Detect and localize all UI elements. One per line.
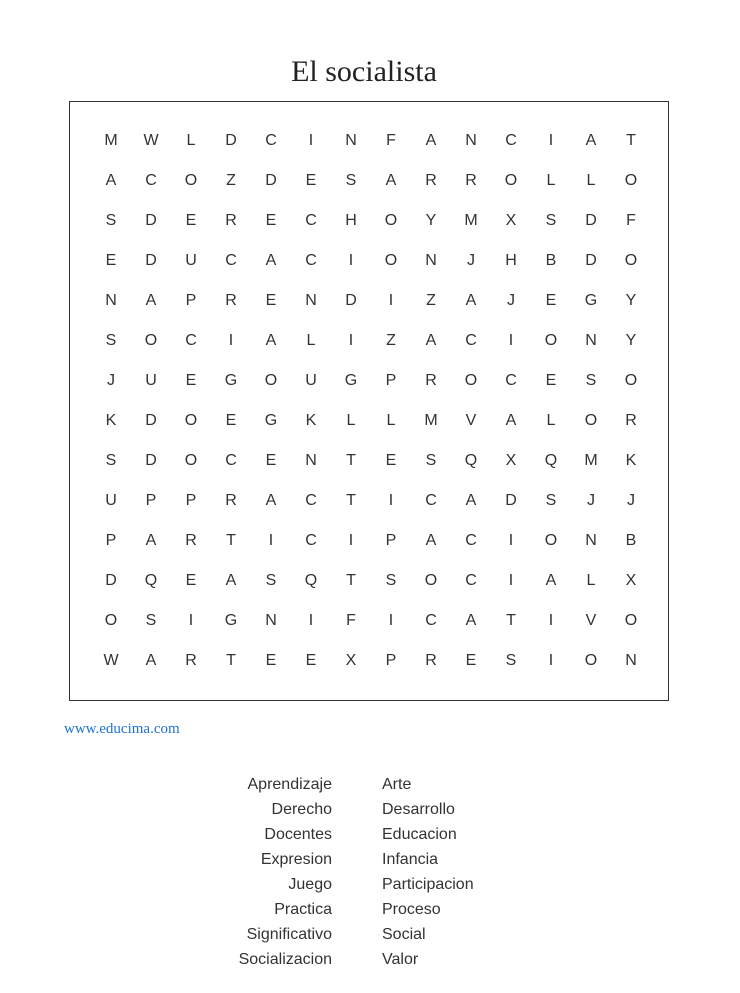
grid-letter: A [465, 612, 477, 629]
grid-letter: A [145, 292, 157, 309]
grid-letter: D [145, 412, 157, 429]
grid-letter: A [585, 132, 597, 149]
grid-letter: A [145, 532, 157, 549]
grid-letter: C [465, 572, 477, 589]
grid-letter: I [388, 492, 394, 509]
grid-letter: O [184, 412, 198, 429]
grid-letter: O [624, 252, 638, 269]
grid-letter: K [625, 452, 637, 469]
grid-letter: I [548, 652, 554, 669]
word-list-item: Valor [382, 951, 419, 968]
grid-letter: A [265, 252, 277, 269]
word-list-item: Arte [382, 776, 412, 793]
grid-letter: V [585, 612, 597, 629]
grid-letter: C [505, 372, 517, 389]
grid-letter: H [505, 252, 517, 269]
grid-letter: N [465, 132, 477, 149]
grid-letter: O [104, 612, 118, 629]
grid-letter: S [425, 452, 437, 469]
grid-letter: E [305, 172, 317, 189]
grid-letter: T [626, 132, 636, 149]
grid-letter: S [385, 572, 397, 589]
grid-letter: E [225, 412, 237, 429]
letter-grid [91, 121, 651, 681]
grid-letter: L [546, 172, 556, 189]
grid-letter: X [345, 652, 357, 669]
grid-letter: G [224, 372, 238, 389]
grid-letter: T [346, 492, 356, 509]
word-list [200, 772, 540, 972]
grid-letter: O [184, 172, 198, 189]
grid-letter: T [346, 572, 356, 589]
grid-letter: T [506, 612, 516, 629]
grid-letter: N [345, 132, 357, 149]
grid-letter: O [504, 172, 518, 189]
grid-letter: P [385, 372, 397, 389]
grid-letter: P [185, 292, 197, 309]
word-list-item: Socializacion [238, 951, 332, 968]
grid-letter: C [265, 132, 277, 149]
grid-letter: R [425, 172, 437, 189]
grid-letter: S [505, 652, 517, 669]
grid-letter: G [584, 292, 598, 309]
grid-letter: I [348, 332, 354, 349]
grid-letter: Q [464, 452, 478, 469]
grid-letter: W [143, 132, 159, 149]
grid-letter: R [185, 532, 197, 549]
word-list-item: Participacion [382, 876, 474, 893]
grid-letter: O [384, 252, 398, 269]
grid-letter: F [626, 212, 636, 229]
grid-letter: C [225, 252, 237, 269]
grid-letter: I [388, 612, 394, 629]
grid-letter: L [586, 172, 596, 189]
word-list-right-column [382, 772, 474, 972]
grid-letter: S [545, 212, 557, 229]
grid-letter: L [306, 332, 316, 349]
grid-letter: O [184, 452, 198, 469]
grid-letter: R [225, 292, 237, 309]
grid-letter: R [225, 492, 237, 509]
grid-letter: J [507, 292, 515, 309]
grid-letter: I [348, 252, 354, 269]
grid-letter: Y [425, 212, 437, 229]
grid-letter: D [585, 252, 597, 269]
grid-letter: A [465, 492, 477, 509]
grid-letter: A [385, 172, 397, 189]
grid-letter: I [308, 132, 314, 149]
grid-letter: F [346, 612, 356, 629]
grid-letter: J [627, 492, 635, 509]
grid-letter: N [585, 532, 597, 549]
grid-letter: I [228, 332, 234, 349]
grid-letter: C [425, 492, 437, 509]
grid-letter: A [465, 292, 477, 309]
grid-letter: T [226, 532, 236, 549]
grid-letter: O [144, 332, 158, 349]
grid-letter: S [145, 612, 157, 629]
word-list-item: Practica [274, 901, 332, 918]
grid-letter: C [305, 212, 317, 229]
grid-letter: O [624, 612, 638, 629]
grid-letter: N [305, 292, 317, 309]
grid-letter: A [145, 652, 157, 669]
grid-letter: R [425, 372, 437, 389]
grid-letter: W [103, 652, 119, 669]
grid-letter: A [425, 332, 437, 349]
grid-letter: C [425, 612, 437, 629]
grid-letter: P [145, 492, 157, 509]
word-list-item: Juego [288, 876, 332, 893]
grid-letter: X [505, 452, 517, 469]
grid-letter: S [105, 452, 117, 469]
grid-letter: N [105, 292, 117, 309]
grid-letter: A [425, 132, 437, 149]
grid-letter: I [548, 132, 554, 149]
grid-letter: L [586, 572, 596, 589]
grid-letter: C [465, 332, 477, 349]
word-list-item: Infancia [382, 851, 439, 868]
grid-letter: Z [426, 292, 436, 309]
grid-letter: K [105, 412, 117, 429]
grid-letter: H [345, 212, 357, 229]
word-list-item: Expresion [260, 851, 332, 868]
grid-letter: O [264, 372, 278, 389]
grid-letter: K [305, 412, 317, 429]
grid-letter: D [345, 292, 357, 309]
grid-letter: C [465, 532, 477, 549]
grid-letter: J [107, 372, 115, 389]
grid-letter: A [425, 532, 437, 549]
word-list-item: Social [382, 926, 426, 943]
grid-letter: D [225, 132, 237, 149]
grid-letter: M [584, 452, 598, 469]
grid-letter: D [265, 172, 277, 189]
grid-letter: Z [386, 332, 396, 349]
grid-letter: E [465, 652, 477, 669]
grid-letter: B [625, 532, 637, 549]
grid-letter: O [544, 532, 558, 549]
grid-letter: C [305, 252, 317, 269]
grid-letter: Q [304, 572, 318, 589]
grid-letter: P [385, 652, 397, 669]
grid-letter: B [545, 252, 557, 269]
grid-letter: O [624, 172, 638, 189]
site-link[interactable]: www.educima.com [64, 721, 180, 737]
grid-letter: I [508, 532, 514, 549]
grid-letter: S [345, 172, 357, 189]
grid-letter: O [544, 332, 558, 349]
grid-letter: N [625, 652, 637, 669]
grid-letter: E [105, 252, 117, 269]
word-list-item: Desarrollo [382, 801, 455, 818]
grid-letter: I [348, 532, 354, 549]
grid-letter: T [346, 452, 356, 469]
grid-letter: D [585, 212, 597, 229]
grid-letter: C [505, 132, 517, 149]
grid-letter: A [265, 492, 277, 509]
grid-letter: C [225, 452, 237, 469]
grid-letter: G [224, 612, 238, 629]
grid-letter: E [545, 372, 557, 389]
grid-letter: L [546, 412, 556, 429]
word-list-item: Derecho [271, 801, 332, 818]
grid-letter: G [264, 412, 278, 429]
grid-letter: R [625, 412, 637, 429]
word-list-item: Educacion [382, 826, 457, 843]
grid-letter: P [185, 492, 197, 509]
grid-letter: S [545, 492, 557, 509]
grid-letter: V [465, 412, 477, 429]
word-list-left-column [239, 772, 332, 972]
grid-letter: U [145, 372, 157, 389]
grid-letter: M [104, 132, 118, 149]
grid-letter: L [186, 132, 196, 149]
grid-letter: E [265, 292, 277, 309]
grid-letter: I [508, 332, 514, 349]
word-list-item: Aprendizaje [247, 776, 332, 793]
word-list-item: Proceso [382, 901, 441, 918]
grid-letter: S [265, 572, 277, 589]
word-search-board [69, 101, 669, 701]
grid-letter: R [465, 172, 477, 189]
grid-letter: O [464, 372, 478, 389]
grid-letter: E [305, 652, 317, 669]
grid-letter: S [585, 372, 597, 389]
grid-letter: O [424, 572, 438, 589]
grid-letter: O [384, 212, 398, 229]
grid-letter: E [265, 652, 277, 669]
grid-letter: M [464, 212, 478, 229]
grid-letter: A [265, 332, 277, 349]
grid-letter: R [425, 652, 437, 669]
grid-letter: U [305, 372, 317, 389]
grid-letter: I [388, 292, 394, 309]
grid-letter: I [308, 612, 314, 629]
grid-letter: P [105, 532, 117, 549]
grid-letter: X [625, 572, 637, 589]
grid-letter: Q [144, 572, 158, 589]
grid-letter: A [225, 572, 237, 589]
grid-letter: L [346, 412, 356, 429]
grid-letter: T [226, 652, 236, 669]
grid-letter: O [584, 412, 598, 429]
grid-letter: C [305, 532, 317, 549]
grid-letter: C [185, 332, 197, 349]
grid-letter: E [385, 452, 397, 469]
grid-letter: E [185, 212, 197, 229]
grid-letter: Y [625, 292, 637, 309]
grid-letter: E [265, 452, 277, 469]
grid-letter: Q [544, 452, 558, 469]
grid-letter: Y [625, 332, 637, 349]
grid-letter: I [508, 572, 514, 589]
grid-letter: A [105, 172, 117, 189]
grid-letter: D [505, 492, 517, 509]
grid-letter: O [624, 372, 638, 389]
grid-letter: I [268, 532, 274, 549]
grid-letter: L [386, 412, 396, 429]
grid-letter: I [548, 612, 554, 629]
grid-letter: N [305, 452, 317, 469]
page-title: El socialista [291, 55, 437, 88]
grid-letter: E [545, 292, 557, 309]
grid-letter: F [386, 132, 396, 149]
word-list-item: Significativo [246, 926, 332, 943]
grid-letter: G [344, 372, 358, 389]
grid-letter: D [105, 572, 117, 589]
grid-letter: J [467, 252, 475, 269]
grid-letter: P [385, 532, 397, 549]
grid-letter: S [105, 212, 117, 229]
grid-letter: U [185, 252, 197, 269]
grid-letter: R [225, 212, 237, 229]
grid-letter: R [185, 652, 197, 669]
grid-letter: E [265, 212, 277, 229]
grid-letter: C [145, 172, 157, 189]
grid-letter: D [145, 212, 157, 229]
grid-letter: U [105, 492, 117, 509]
grid-letter: O [584, 652, 598, 669]
grid-letter: N [265, 612, 277, 629]
grid-letter: N [585, 332, 597, 349]
grid-letter: M [424, 412, 438, 429]
grid-letter: D [145, 452, 157, 469]
grid-letter: Z [226, 172, 236, 189]
grid-letter: D [145, 252, 157, 269]
grid-letter: X [505, 212, 517, 229]
grid-letter: S [105, 332, 117, 349]
grid-letter: N [425, 252, 437, 269]
grid-letter: J [587, 492, 595, 509]
grid-letter: E [185, 372, 197, 389]
grid-letter: E [185, 572, 197, 589]
grid-letter: C [305, 492, 317, 509]
grid-letter: A [505, 412, 517, 429]
word-list-item: Docentes [264, 826, 332, 843]
grid-letter: I [188, 612, 194, 629]
grid-letter: A [545, 572, 557, 589]
